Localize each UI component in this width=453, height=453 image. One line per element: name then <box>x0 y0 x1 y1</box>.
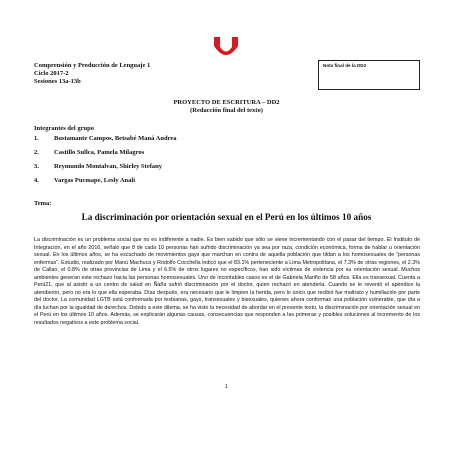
course-header <box>34 62 254 86</box>
logo-graphic <box>212 34 240 60</box>
member-number: 4. <box>34 177 39 184</box>
list-item <box>34 177 176 191</box>
group-heading: Integrantes del grupo <box>34 125 94 132</box>
list-item <box>34 135 176 149</box>
member-name: Reymundo Montalvan, Shirley Stefany <box>54 163 162 170</box>
member-number: 2. <box>34 149 39 156</box>
course-sessions: Sesiones 13a-13b <box>34 78 81 85</box>
project-subtitle: (Redacción final del texto) <box>190 107 263 114</box>
group-members-list <box>34 135 176 191</box>
topic-label: Tema: <box>34 200 52 207</box>
course-cycle: Ciclo 2017-2 <box>34 70 69 77</box>
final-grade-box <box>318 60 420 90</box>
list-item <box>34 163 176 177</box>
member-name: Castillo Sullca, Pamela Milagros <box>54 149 145 156</box>
member-name: Bustamante Campos, Betsabé Maná Andrea <box>54 135 177 142</box>
member-name: Vargas Pucmape, Lesly Anali <box>54 177 136 184</box>
final-grade-label: Nota final de la DD2 <box>323 63 367 68</box>
project-heading <box>0 99 453 115</box>
member-number: 3. <box>34 163 39 170</box>
body-paragraph: La discriminación es un problema social que no es indiferente a nadie. Es bien sabido que sólo se viene incrementando con el pasar del tiempo. El Instituto de Integración, en el año 2016, señaló que 8 de cada 10 personas han sufrido discriminación ya sea por raza, condición económica, forma de hablar u orientación sexual. En los últimos años, se ha escuchado de movimientos gays que marchan en contra de aquella población que tildan a los homosexuales de “personas enfermas”. Estudio, realizado por Manú Machuca y Rodolfo Cocchella indicó que el 83.1% perteneciente a Lima Metropolitana, el 7.3% de otras regiones, el 2.3% de Callao, el 0.8% de otras provincias de Lima y el 6.5% de otros lugares no específicos, han sido víctimas de violencia por su orientación sexual. Muchos ambientes generan este rechazo hacia las personas homosexuales. Uno de incontables casos es el de Gabriela Mariño de 58 años. Ella es transexual. Cuenta a Perú21, que al asistir a un centro de salud en Ñaña sufrió discriminación por el doctor, quien rechazó en atenderla. Cuando se le reventó el apéndice la atendieron, pero no era lo que ella esperaba. Días después, era necesario que le limpien la herida, pero lo único que recibió fue maltrato y humillación por parte del doctor. La comunidad LGTB está conformada por lesbianas, gays, transexuales y bisexuales, quienes ahora conforman una población vulnerable, que día a día luchan por la igualdad de derechos. Debido a este dilema, se ha visto la necesidad de abordar en el presente texto, la discriminación por orientación sexual en el Perú en los últimos 10 años. Además, se explicarán algunas causas, consecuencias que responden a las primeras y posibles soluciones al incremento de los resultados negativos a este problema social. <box>34 237 420 326</box>
university-logo-icon <box>212 34 240 60</box>
project-title: PROYECTO DE ESCRITURA – DD2 <box>173 99 280 106</box>
topic-title: La discriminación por orientación sexual en el Perú en los últimos 10 años <box>81 212 372 222</box>
member-number: 1. <box>34 135 39 142</box>
course-name: Comprensión y Producción de Lenguaje 1 <box>34 62 151 69</box>
list-item <box>34 149 176 163</box>
page-number: 1 <box>225 384 228 390</box>
